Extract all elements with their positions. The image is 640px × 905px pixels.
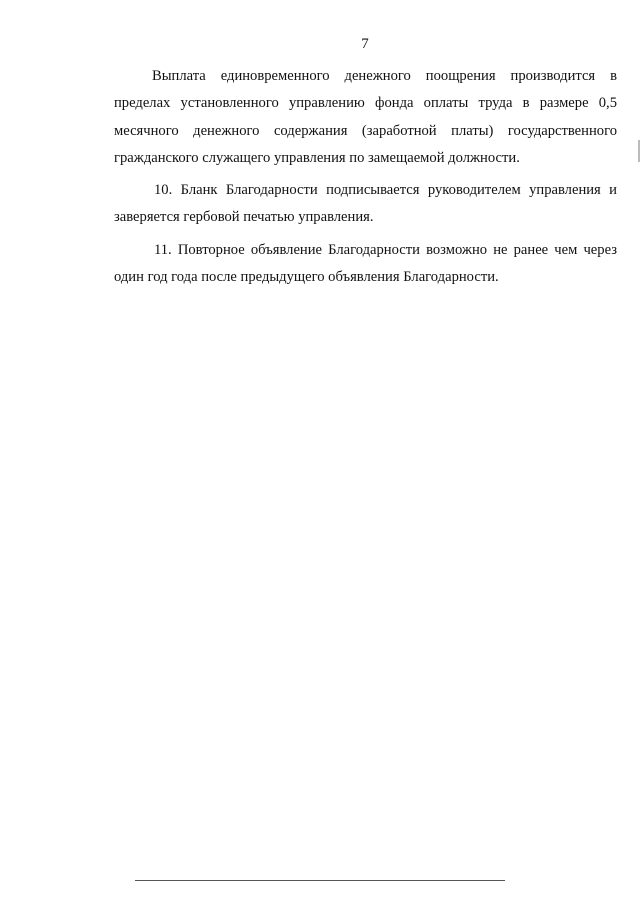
paragraph-bonus-payment: Выплата единовременного денежного поощрения производится в пределах установленного управлению фонда оплаты труда в размере 0,5 месячного денежного содержания (заработной платы) государственного гражданского служащего управления по замещаемой должности. <box>114 68 617 166</box>
paragraph-11-repeat: 11. Повторное объявление Благодарности возможно не ранее чем через один год года после предыдущего объявления Благодарности. <box>114 241 617 286</box>
footer-separator-line <box>135 880 505 881</box>
document-body <box>114 63 617 291</box>
paragraph-10-signature: 10. Бланк Благодарности подписывается руководителем управления и заверяется гербовой печатью управления. <box>114 182 617 226</box>
page-number: 7 <box>361 36 369 52</box>
